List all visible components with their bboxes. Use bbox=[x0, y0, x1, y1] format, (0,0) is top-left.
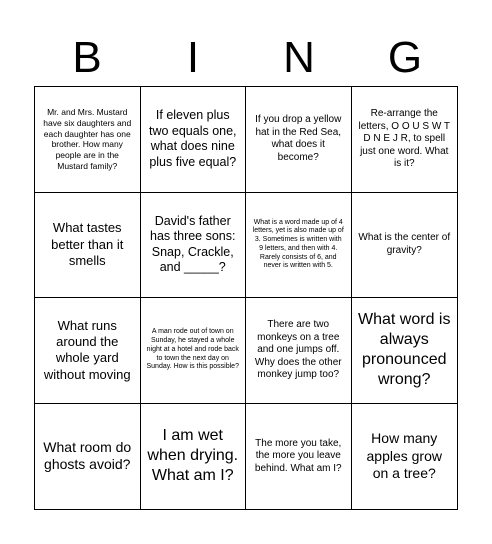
bingo-cell[interactable]: I am wet when drying. What am I? bbox=[141, 404, 247, 510]
header-letter-g: G bbox=[387, 33, 423, 82]
bingo-cell[interactable]: David's father has three sons: Snap, Crackle, and _____? bbox=[141, 193, 247, 299]
bingo-cell[interactable]: Mr. and Mrs. Mustard have six daughters and each daughter has one brother. How many people are in the Mustard family? bbox=[35, 87, 141, 193]
bingo-grid bbox=[34, 86, 458, 510]
bingo-cell[interactable]: If you drop a yellow hat in the Red Sea, what does it become? bbox=[246, 87, 352, 193]
bingo-cell[interactable]: What is a word made up of 4 letters, yet is also made up of 3. Sometimes is written with 9 letters, and then with 4. Rarely consists of 6, and never is written with 5. bbox=[246, 193, 352, 299]
bingo-cell[interactable]: A man rode out of town on Sunday, he stayed a whole night at a hotel and rode back to town the next day on Sunday. How is this possible? bbox=[141, 298, 247, 404]
bingo-header bbox=[34, 30, 458, 86]
bingo-cell[interactable]: What runs around the whole yard without moving bbox=[35, 298, 141, 404]
bingo-cell[interactable]: The more you take, the more you leave behind. What am I? bbox=[246, 404, 352, 510]
bingo-cell[interactable]: What is the center of gravity? bbox=[352, 193, 458, 299]
bingo-cell[interactable]: What word is always pronounced wrong? bbox=[352, 298, 458, 404]
bingo-cell[interactable]: There are two monkeys on a tree and one jumps off. Why does the other monkey jump too? bbox=[246, 298, 352, 404]
header-letter-i: I bbox=[186, 33, 200, 82]
bingo-cell[interactable]: What tastes better than it smells bbox=[35, 193, 141, 299]
header-letter-b: B bbox=[72, 33, 102, 82]
bingo-cell[interactable]: How many apples grow on a tree? bbox=[366, 430, 442, 481]
bingo-cell[interactable]: What room do ghosts avoid? bbox=[35, 404, 141, 510]
bingo-cell[interactable]: Re-arrange the letters, O O U S W T D N E J R, to spell just one word. What is it? bbox=[352, 87, 458, 193]
bingo-cell[interactable]: If eleven plus two equals one, what does nine plus five equal? bbox=[141, 87, 247, 193]
header-letter-n: N bbox=[283, 33, 315, 82]
